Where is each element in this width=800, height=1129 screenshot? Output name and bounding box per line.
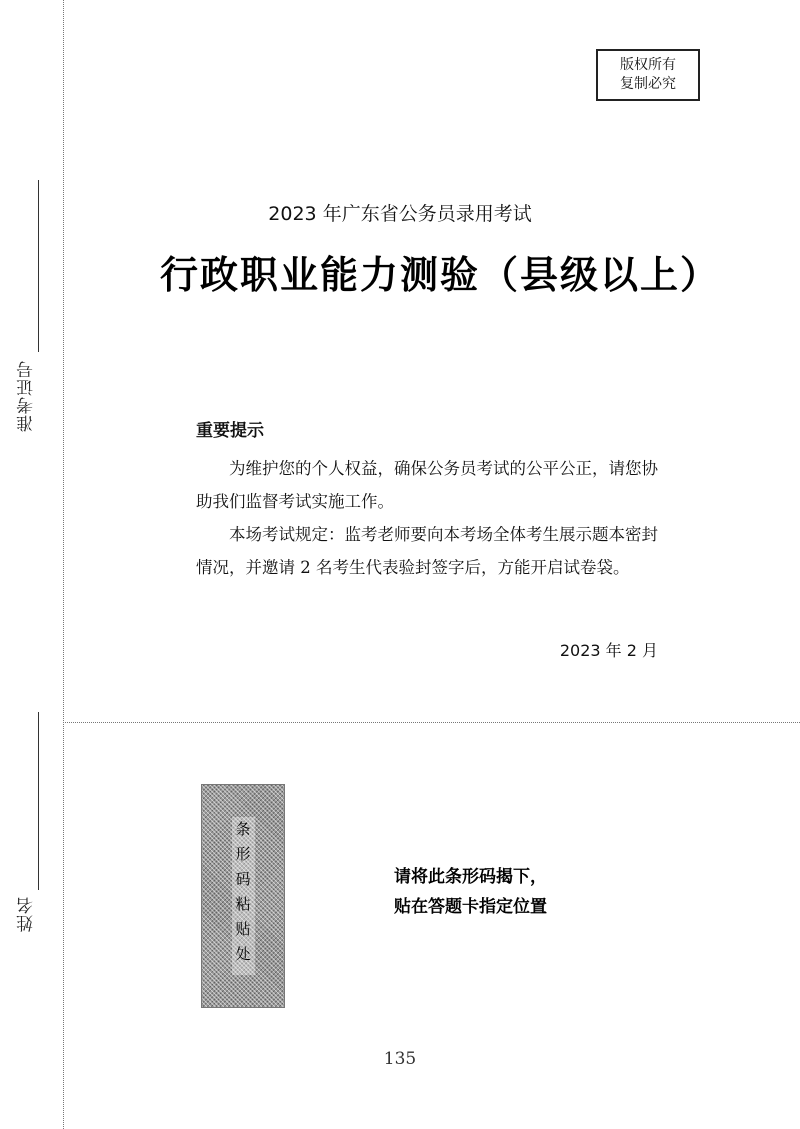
notice-body (196, 452, 664, 584)
copyright-stamp (596, 49, 700, 101)
notice-paragraph-2: 本场考试规定：监考老师要向本考场全体考生展示题本密封情况，并邀请 2 名考生代表验封签字后，方能开启试卷袋。 (196, 525, 658, 577)
barcode-sticker-area[interactable] (201, 784, 285, 1008)
exam-subtitle: 2023 年广东省公务员录用考试 (268, 203, 532, 225)
barcode-label: 条形码粘贴处 (232, 817, 255, 975)
notice-paragraph-1: 为维护您的个人权益，确保公务员考试的公平公正，请您协助我们监督考试实施工作。 (196, 459, 658, 511)
notice-date: 2023 年 2 月 (559, 641, 658, 660)
barcode-instruction-line-2: 贴在答题卡指定位置 (394, 897, 547, 917)
copyright-line-2: 复制必究 (620, 76, 676, 92)
page-number: 135 (383, 1049, 417, 1069)
name-label: 姓名 (17, 896, 37, 932)
exam-id-label: 准考证号 (17, 360, 37, 432)
barcode-instruction (394, 862, 547, 922)
exam-title: 行政职业能力测验（县级以上） (160, 252, 721, 297)
copyright-line-1: 版权所有 (620, 57, 676, 73)
name-write-line[interactable] (38, 712, 39, 890)
binding-dotted-line-vertical (63, 0, 64, 1129)
tear-dotted-line-horizontal (63, 722, 800, 723)
notice-heading: 重要提示 (196, 421, 264, 441)
barcode-instruction-line-1: 请将此条形码揭下， (394, 867, 547, 887)
